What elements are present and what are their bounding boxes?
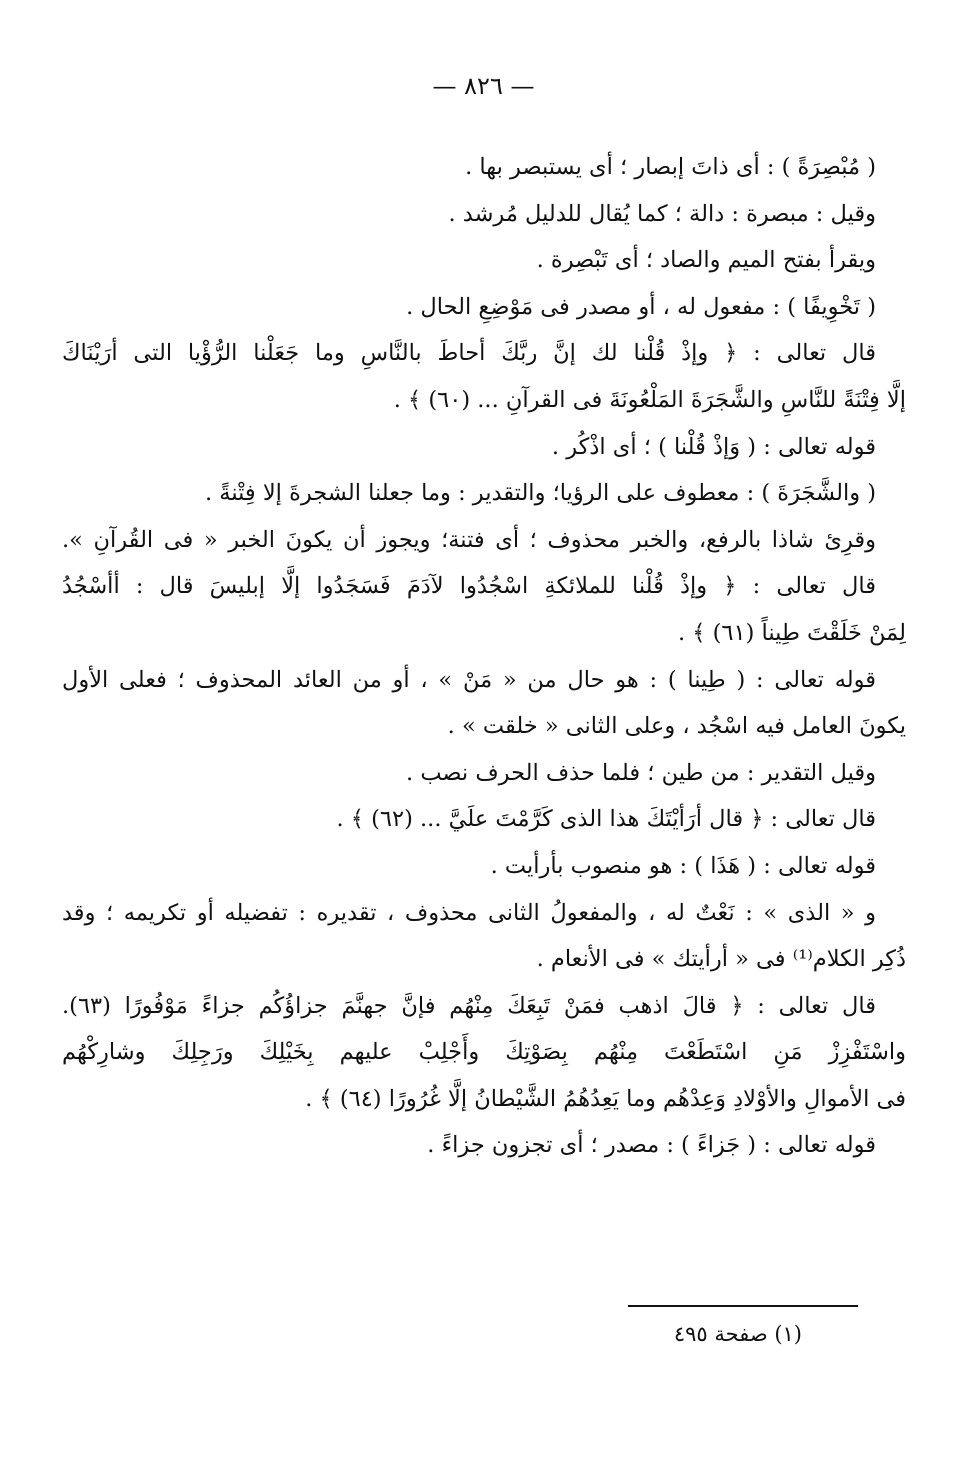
text-line: فى الأموالِ والأوْلادِ وَعِدْهُم وما يَعِدُهُمُ الشَّيْطانُ إلَّا غُرُورًا (٦٤) ﴾ . [305, 1085, 906, 1112]
text-line: وقيل التقدير : من طين ؛ فلما حذف الحرف نصب . [406, 759, 876, 786]
text-line: ( تَخْوِيفًا ) : مفعول له ، أو مصدر فى مَوْضِعِ الحال . [406, 293, 876, 320]
text-line: ذُكِر الكلام⁽¹⁾ فى « أرأيتك » فى الأنعام . [536, 946, 906, 973]
text-line: قال تعالى : ﴿ قالَ اذهب فمَنْ تَبِعَكَ مِنْهُم فإنَّ جهنَّمَ جزاؤُكُم جزاءً مَوْفُورًا (٦٣). [62, 992, 876, 1019]
text-line: قال تعالى : ﴿ قال أرَأيْتَكَ هذا الذى كَرَّمْتَ علَيَّ ... (٦٢) ﴾ . [336, 806, 876, 833]
text-line: قال تعالى : ﴿ وإذْ قُلْنا للملائكةِ اسْجُدُوا لآدَمَ فَسَجَدُوا إلَّا إبليسَ قال : أأسْجُدُ [62, 573, 876, 600]
text-line: واسْتَفْزِزْ مَنِ اسْتَطَعْتَ مِنْهُم بِصَوْتِكَ وأَجْلِبْ عليهم بِخَيْلِكَ ورَجِلِكَ وشارِكْهُم [62, 1039, 906, 1066]
footnote-divider [628, 1305, 858, 1307]
text-line: قوله تعالى : ( طِينا ) : هو حال من « مَنْ » ، أو من العائد المحذوف ؛ فعلى الأول [62, 666, 876, 693]
body-text [62, 144, 906, 1169]
text-line: و « الذى » : نَعْتٌ له ، والمفعولُ الثانى محذوف ، تقديره : تفضيله أو تكريمه ؛ وقد [62, 899, 876, 926]
text-line: إلَّا فِتْنَةً للنَّاسِ والشَّجَرَةَ المَلْعُونَةَ فى القرآنِ ... (٦٠) ﴾ . [393, 386, 906, 413]
text-line: ( والشَّجَرَةَ ) : معطوف على الرؤيا؛ والتقدير : وما جعلنا الشجرةَ إلا فِتْنةً . [204, 480, 876, 507]
text-line: قوله تعالى : ( هَذَا ) : هو منصوب بأرأيت . [490, 852, 876, 879]
footnote: (١) صفحة ٤٩٥ [673, 1322, 802, 1346]
text-line: ويقرأ بفتح الميم والصاد ؛ أى تَبْصِرة . [536, 247, 876, 274]
text-line: قوله تعالى : ( وَإذْ قُلْنا ) ؛ أى اذْكُر . [551, 433, 876, 460]
text-line: وقيل : مبصرة : دالة ؛ كما يُقال للدليل مُرشد . [448, 200, 876, 227]
text-line: وقرِئ شاذا بالرفع، والخبر محذوف ؛ أى فتنة؛ ويجوز أن يكونَ الخبر « فى القُرآنِ ». [62, 526, 876, 553]
page-number: — ٨٢٦ — [432, 72, 535, 100]
text-line: لِمَنْ خَلَقْتَ طِيناً (٦١) ﴾ . [678, 619, 906, 646]
text-line: قال تعالى : ﴿ وإذْ قُلْنا لك إنَّ ربَّكَ أحاطَ بالنَّاسِ وما جَعَلْنا الرُّؤْيا التى أرَيْنَاكَ [62, 340, 876, 367]
text-line: يكونَ العامل فيه اسْجُد ، وعلى الثانى « خلقت » . [447, 713, 906, 740]
text-line: قوله تعالى : ( جَزاءً ) : مصدر ؛ أى تجزون جزاءً . [427, 1132, 876, 1159]
text-line: ( مُبْصِرَةً ) : أى ذاتَ إبصار ؛ أى يستبصر بها . [465, 154, 876, 180]
